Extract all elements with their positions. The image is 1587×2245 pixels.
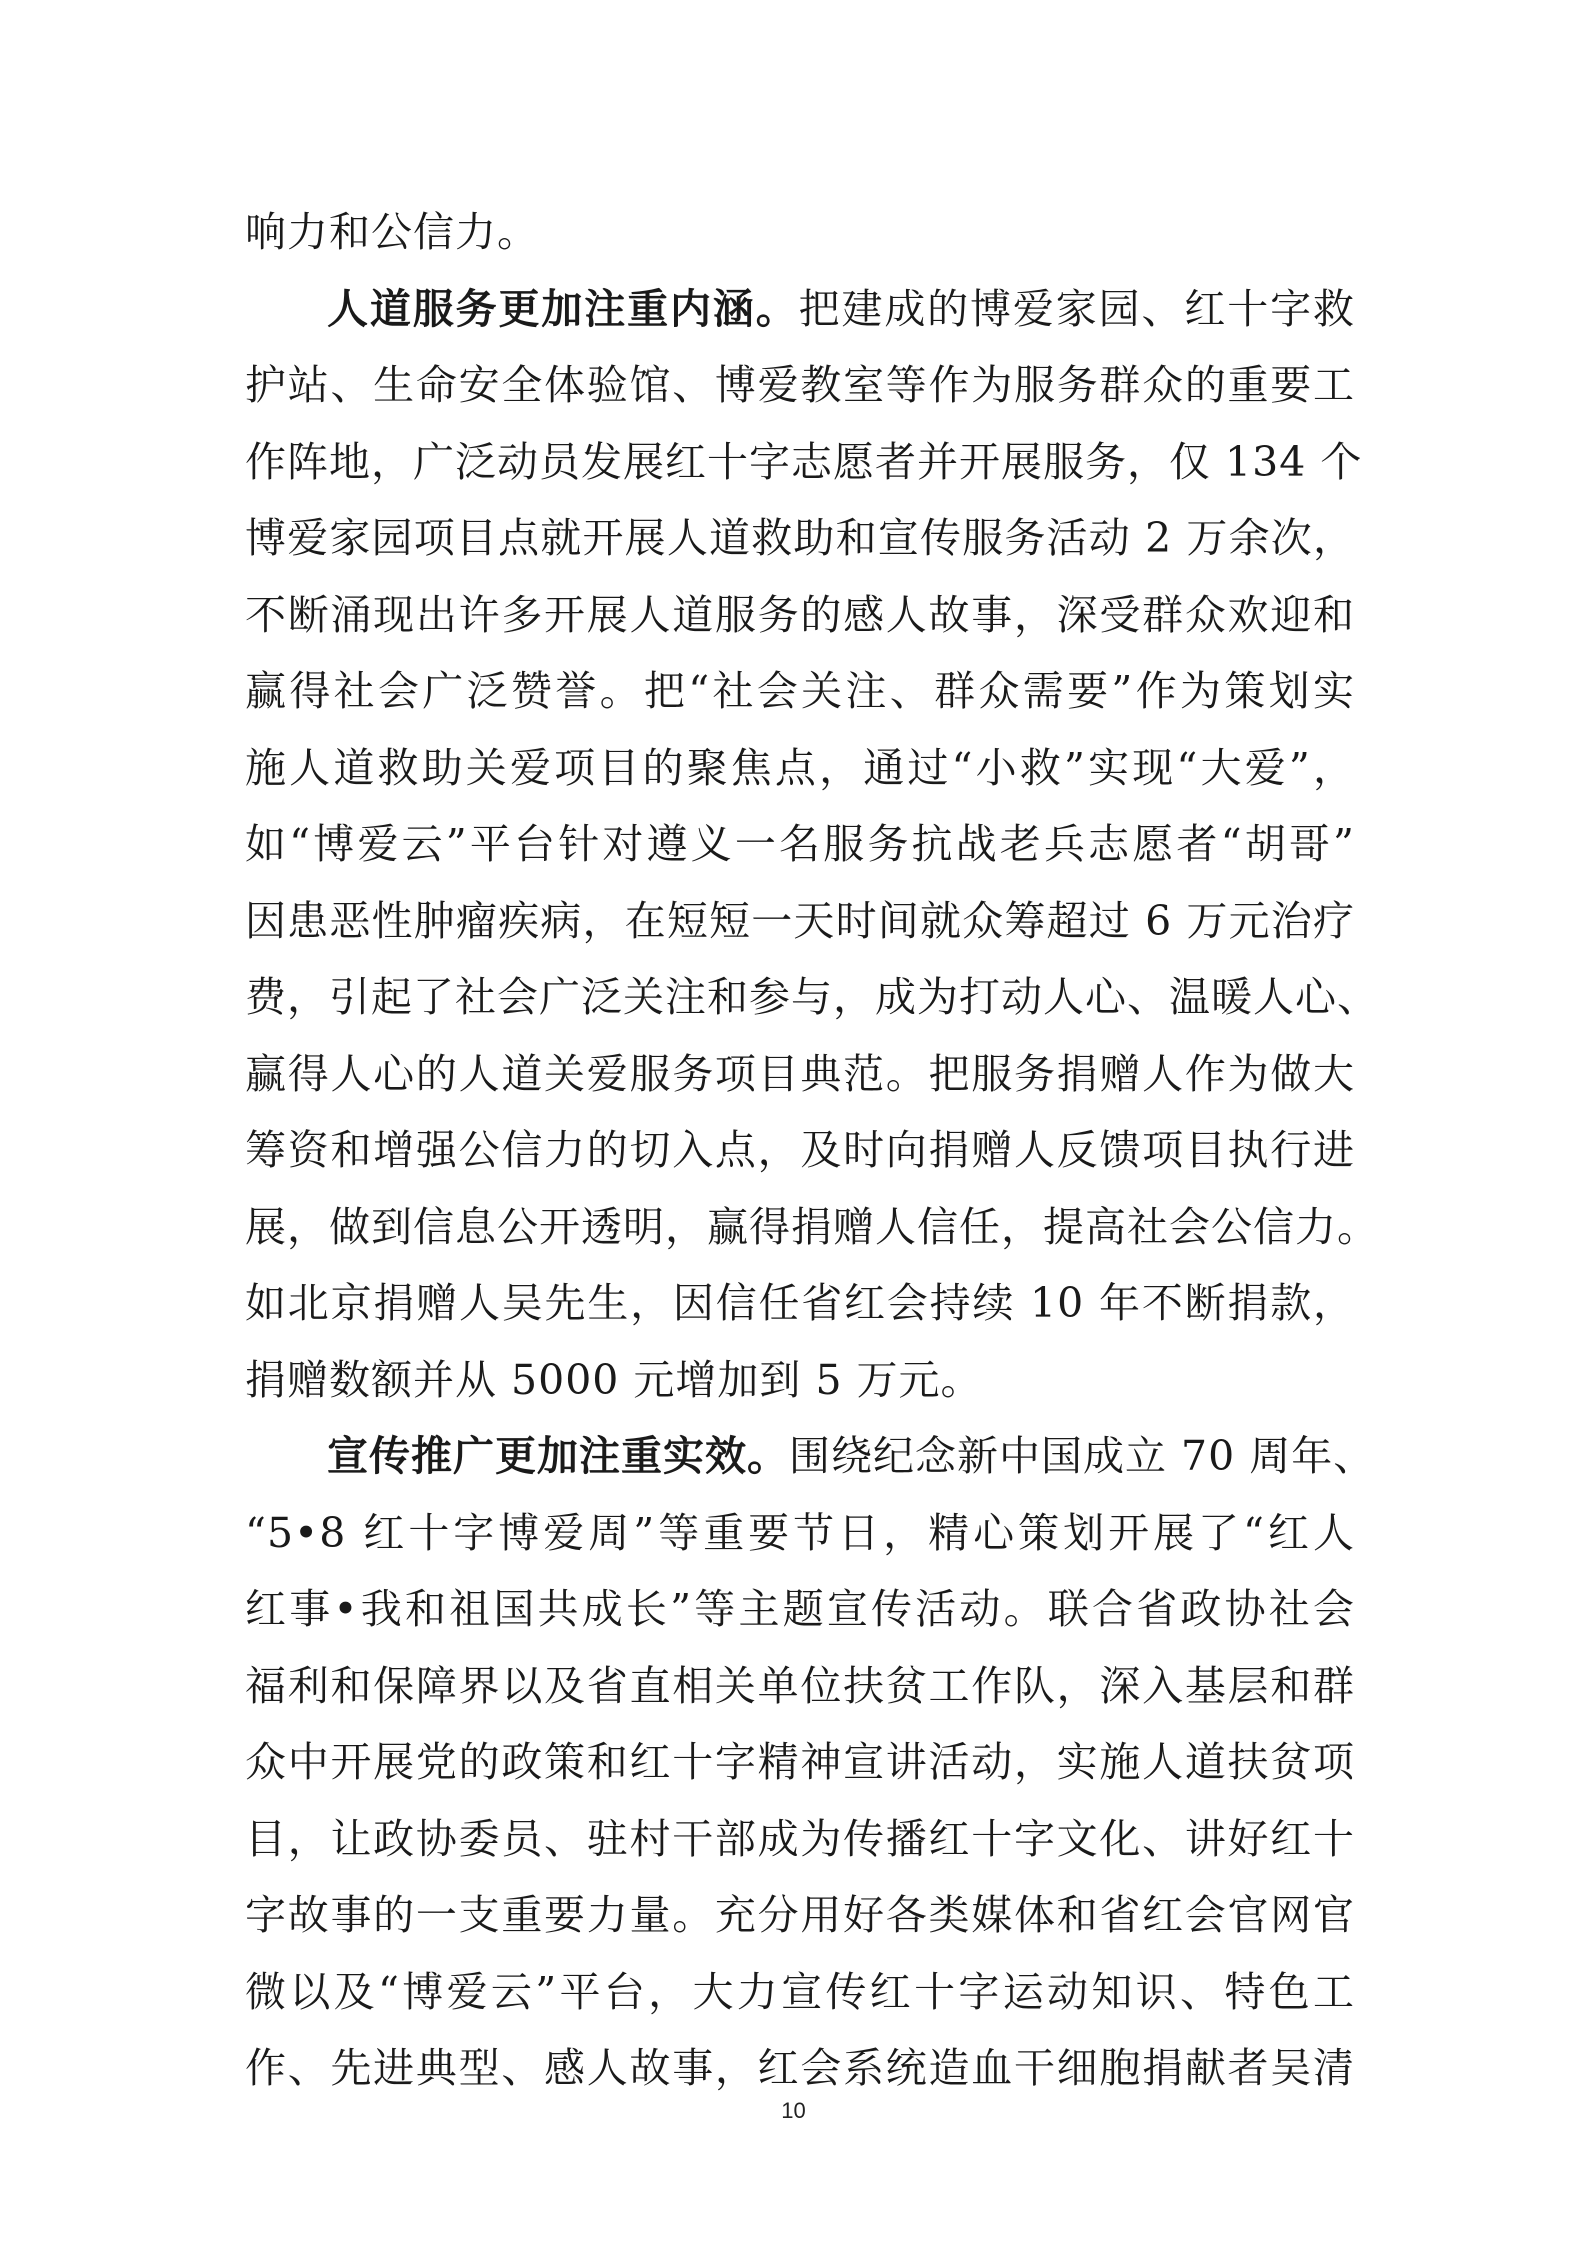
paragraph-heading-line <box>327 273 1355 345</box>
paragraph-line: 红事•我和祖国共成长”等主题宣传活动。联合省政协社会 <box>245 1585 1355 1633</box>
paragraph-line: “5•8 红十字博爱周”等重要节日，精心策划开展了“红人 <box>245 1509 1355 1557</box>
paragraph-line: 如北京捐赠人吴先生，因信任省红会持续 10 年不断捐款， <box>245 1279 1355 1327</box>
paragraph-line: 作、先进典型、感人故事，红会系统造血干细胞捐献者吴清 <box>245 2044 1355 2092</box>
section-heading: 人道服务更加注重内涵。 <box>327 285 799 333</box>
paragraph-line: 作阵地，广泛动员发展红十字志愿者并开展服务，仅 134 个 <box>245 438 1363 486</box>
paragraph-line: 众中开展党的政策和红十字精神宣讲活动，实施人道扶贫项 <box>245 1738 1355 1786</box>
paragraph-line: 施人道救助关爱项目的聚焦点，通过“小救”实现“大爱”， <box>245 744 1355 792</box>
paragraph-line: 筹资和增强公信力的切入点，及时向捐赠人反馈项目执行进 <box>245 1126 1355 1174</box>
paragraph-line: 福利和保障界以及省直相关单位扶贫工作队，深入基层和群 <box>245 1662 1355 1710</box>
paragraph-line: 微以及“博爱云”平台，大力宣传红十字运动知识、特色工 <box>245 1968 1355 2016</box>
paragraph-line: 展，做到信息公开透明，赢得捐赠人信任，提高社会公信力。 <box>245 1203 1379 1251</box>
section-heading: 宣传推广更加注重实效。 <box>327 1432 789 1480</box>
paragraph-line: 不断涌现出许多开展人道服务的感人故事，深受群众欢迎和 <box>245 591 1355 639</box>
paragraph-line: 目，让政协委员、驻村干部成为传播红十字文化、讲好红十 <box>245 1815 1355 1863</box>
paragraph-text: 围绕纪念新中国成立 70 周年、 <box>789 1432 1376 1480</box>
paragraph-line: 因患恶性肿瘤疾病，在短短一天时间就众筹超过 6 万元治疗 <box>245 897 1355 945</box>
paragraph-line: 字故事的一支重要力量。充分用好各类媒体和省红会官网官 <box>245 1891 1355 1939</box>
paragraph-line: 博爱家园项目点就开展人道救助和宣传服务活动 2 万余次， <box>245 514 1355 562</box>
page-number: 10 <box>781 2098 806 2123</box>
paragraph-line: 如“博爱云”平台针对遵义一名服务抗战老兵志愿者“胡哥” <box>245 820 1355 868</box>
paragraph-line: 护站、生命安全体验馆、博爱教室等作为服务群众的重要工 <box>245 361 1355 409</box>
paragraph-line: 赢得社会广泛赞誉。把“社会关注、群众需要”作为策划实 <box>245 667 1355 715</box>
paragraph-line: 响力和公信力。 <box>245 208 539 256</box>
paragraph-line: 费，引起了社会广泛关注和参与，成为打动人心、温暖人心、 <box>245 973 1379 1021</box>
paragraph-line: 捐赠数额并从 5000 元增加到 5 万元。 <box>245 1356 983 1404</box>
paragraph-text: 把建成的博爱家园、红十字救 <box>798 285 1356 333</box>
paragraph-heading-line <box>327 1420 1376 1492</box>
paragraph-line: 赢得人心的人道关爱服务项目典范。把服务捐赠人作为做大 <box>245 1050 1355 1098</box>
